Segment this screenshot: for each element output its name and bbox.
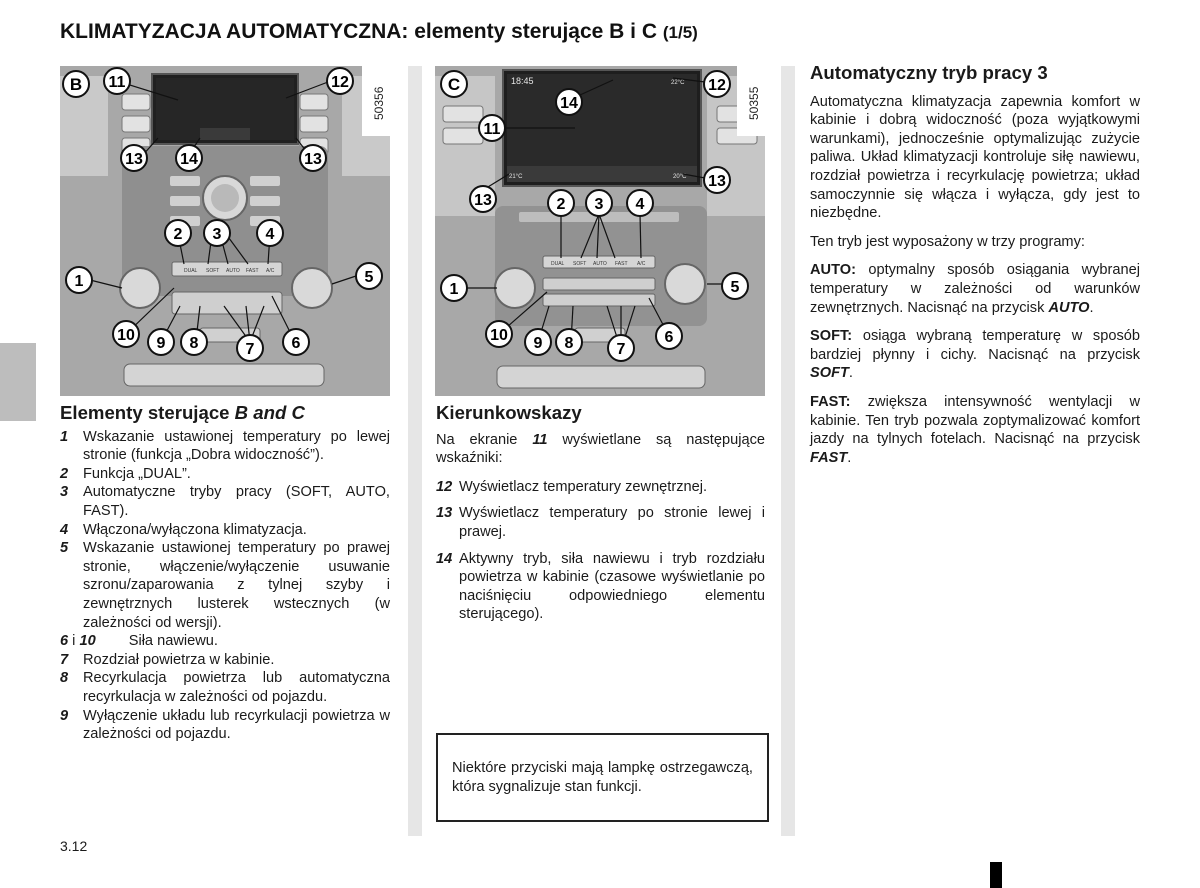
item-text: Wyłączenie układu lub recyrkulacji powietrza w zależności od pojazdu. <box>83 707 390 743</box>
item-text: Wyświetlacz temperatury po stronie lewej i prawej. <box>459 505 765 540</box>
left-column <box>60 404 390 744</box>
item-num: 3 <box>60 484 69 501</box>
item-num: 9 <box>60 707 69 724</box>
period: . <box>847 449 852 466</box>
program-button-name: SOFT <box>810 365 849 382</box>
fig-c-callout-10: 10 <box>490 327 508 344</box>
fig-c-callout-3: 3 <box>594 196 604 213</box>
fig-c-btn-fast: FAST <box>615 261 628 267</box>
fig-b-btn-soft: SOFT <box>206 268 220 274</box>
item-num: 10 <box>79 633 96 650</box>
right-column <box>810 64 1140 477</box>
item-num: 13 <box>436 505 453 522</box>
fig-b-callout-9: 9 <box>156 335 166 352</box>
fig-b-callout-13-right: 13 <box>304 151 322 168</box>
auto-mode-description: Automatyczna klimatyzacja zapewnia komfort w kabinie i dobrą widoczność (poza wyjątkowymi warunkami), jednocześnie optymalizując zużycie paliwa. Układ klimatyzacji kontroluje siłę nawiewu, rozdział powietrza i recyrkulację powietrza; układ samoczynnie się włącza i wyłącza, gdy jest to niezbędne. <box>810 93 1140 222</box>
fig-c-callout-11: 11 <box>483 121 501 138</box>
section-tab <box>0 343 36 421</box>
item-num: 8 <box>60 670 69 687</box>
list-item <box>436 550 765 624</box>
fig-b-callout-1: 1 <box>74 273 84 290</box>
page-title-text: KLIMATYZACJA AUTOMATYCZNA: elementy sterujące B i C <box>60 20 658 43</box>
fig-c-screen-temp-right: 20°C <box>673 174 687 180</box>
item-text: Wskazanie ustawionej temperatury po lewej stronie (funkcja „Dobra widoczność”). <box>83 428 390 464</box>
list-item <box>60 707 390 744</box>
fig-b-letter: B <box>69 75 83 94</box>
item-num: 6 <box>60 633 69 650</box>
fig-b-callout-3: 3 <box>212 226 222 243</box>
figure-b-dashboard <box>60 66 390 396</box>
figure-c-illustration <box>435 66 765 396</box>
corner-mark <box>990 862 1002 888</box>
intro-num: 11 <box>532 431 548 448</box>
item-text: Automatyczne tryby pracy (SOFT, AUTO, FAST). <box>83 484 390 519</box>
fig-b-callout-14: 14 <box>180 151 198 168</box>
program-button-name: AUTO <box>1048 299 1090 316</box>
fig-c-btn-dual: DUAL <box>551 261 565 267</box>
list-item <box>436 478 765 497</box>
warning-note-text: Niektóre przyciski mają lampkę ostrzegawczą, która sygnalizuje stan funkcji. <box>452 760 753 795</box>
controls-list <box>60 428 390 744</box>
fig-c-callout-13-right: 13 <box>708 173 726 190</box>
fig-c-btn-soft: SOFT <box>573 261 587 267</box>
fig-b-callout-5: 5 <box>364 269 374 286</box>
page-title <box>60 20 698 44</box>
fig-c-callout-4: 4 <box>635 196 645 213</box>
item-text: Włączona/wyłączona klimatyzacja. <box>83 521 307 538</box>
list-item <box>60 651 390 670</box>
fig-b-callout-6: 6 <box>291 335 301 352</box>
list-item <box>60 483 390 520</box>
fig-c-callout-14: 14 <box>560 95 578 112</box>
fig-c-callout-1: 1 <box>449 281 459 298</box>
fig-b-callout-4: 4 <box>265 226 275 243</box>
fig-b-btn-ac: A/C <box>266 268 275 274</box>
item-num: 2 <box>60 465 69 482</box>
item-num: 12 <box>436 478 453 495</box>
figure-c-dashboard <box>435 66 765 396</box>
item-text: Rozdział powietrza w kabinie. <box>83 651 275 668</box>
program-label: FAST: <box>810 393 851 410</box>
fig-c-screen-time: 18:45 <box>511 76 534 86</box>
list-item <box>60 521 390 540</box>
fig-b-callout-8: 8 <box>189 335 199 352</box>
intro-text: wyświetlane są następujące wskaźniki: <box>436 431 765 467</box>
list-item <box>60 428 390 465</box>
item-text: Aktywny tryb, siła nawiewu i tryb rozdziału powietrza w kabinie (czasowe wyświetlanie po naciśnięciu odpowiedniego elementu sterującego). <box>459 550 765 623</box>
program-label: AUTO: <box>810 262 856 279</box>
column-divider-right <box>781 66 795 836</box>
left-heading-prefix: Elementy sterujące <box>60 402 235 423</box>
item-num: 5 <box>60 540 69 557</box>
left-heading <box>60 404 390 423</box>
item-conj: i <box>68 633 80 650</box>
fig-c-callout-13-left: 13 <box>474 192 492 209</box>
item-text: Siła nawiewu. <box>128 633 218 650</box>
fig-c-letter: C <box>447 75 461 94</box>
program-button-name: FAST <box>810 449 848 466</box>
middle-column <box>436 404 765 632</box>
fig-c-btn-auto: AUTO <box>593 261 607 267</box>
fig-b-callout-12: 12 <box>331 74 349 91</box>
middle-heading: Kierunkowskazy <box>436 402 582 423</box>
fig-c-callout-8: 8 <box>564 335 574 352</box>
fig-c-callout-7: 7 <box>616 341 626 358</box>
fig-b-code: 50356 <box>372 86 386 120</box>
fig-c-callout-6: 6 <box>664 329 674 346</box>
item-num: 14 <box>436 550 453 567</box>
program-text: osiąga wybraną temperaturę w sposób bardziej płynny i cichy. Nacisnąć na przycisk <box>810 328 1140 363</box>
warning-note-box <box>436 733 769 822</box>
right-heading: Automatyczny tryb pracy 3 <box>810 62 1048 83</box>
list-item <box>60 669 390 706</box>
fig-c-callout-9: 9 <box>533 335 543 352</box>
item-text: Wyświetlacz temperatury zewnętrznej. <box>459 478 708 495</box>
fig-c-code: 50355 <box>747 86 761 120</box>
fig-c-screen-temp-out: 22°C <box>671 80 685 86</box>
fig-b-callout-10: 10 <box>117 327 135 344</box>
page-number: 3.12 <box>60 838 88 854</box>
item-text: Recyrkulacja powietrza lub automatyczna recyrkulacja w zależności od pojazdu. <box>83 670 390 705</box>
item-num: 7 <box>60 651 69 668</box>
list-item <box>60 539 390 632</box>
fig-b-btn-fast: FAST <box>246 268 259 274</box>
fig-b-callout-7: 7 <box>245 341 255 358</box>
fig-b-callout-11: 11 <box>108 74 126 91</box>
item-num: 1 <box>60 428 69 445</box>
list-item <box>60 465 390 484</box>
period: . <box>848 365 853 382</box>
list-item <box>436 504 765 541</box>
column-divider-left <box>408 66 422 836</box>
period: . <box>1089 299 1094 316</box>
fig-b-callout-13-left: 13 <box>125 151 143 168</box>
program-soft <box>810 327 1140 383</box>
list-item-6-10 <box>60 632 390 651</box>
item-num: 4 <box>60 521 69 538</box>
fig-c-btn-ac: A/C <box>637 261 646 267</box>
indicators-list <box>436 478 765 624</box>
left-heading-italic: B and C <box>234 402 305 423</box>
fig-c-screen-temp-left: 21°C <box>509 174 523 180</box>
item-text: Funkcja „DUAL”. <box>83 465 191 482</box>
program-label: SOFT: <box>810 328 853 345</box>
fig-b-callout-2: 2 <box>173 226 183 243</box>
item-text: Wskazanie ustawionej temperatury po prawej stronie, włączenie/wyłączenie usuwanie szronu/zaparowania z tylnej szyby i zewnętrznych lusterek wstecznych (w zależności od wersji). <box>83 540 390 631</box>
fig-c-callout-5: 5 <box>730 279 740 296</box>
program-fast <box>810 393 1140 467</box>
figure-b-illustration <box>60 66 390 396</box>
fig-c-callout-12: 12 <box>708 77 726 94</box>
fig-b-btn-dual: DUAL <box>184 268 198 274</box>
program-text: zwiększa intensywność wentylacji w kabinie. Ten tryb pozwala zoptymalizować komfort jazdy na tylnych fotelach. Nacisnąć na przycisk <box>810 393 1140 448</box>
page-part: (1/5) <box>662 23 698 42</box>
program-text: optymalny sposób osiągania wybranej temperatury w zależności od warunków zewnętrznych. Nacisnąć na przycisk <box>810 262 1140 316</box>
fig-c-callout-2: 2 <box>556 196 566 213</box>
indicators-intro <box>436 431 765 468</box>
program-auto <box>810 261 1140 317</box>
programs-intro: Ten tryb jest wyposażony w trzy programy: <box>810 233 1085 250</box>
fig-b-btn-auto: AUTO <box>226 268 240 274</box>
intro-text: Na ekranie <box>436 431 533 448</box>
